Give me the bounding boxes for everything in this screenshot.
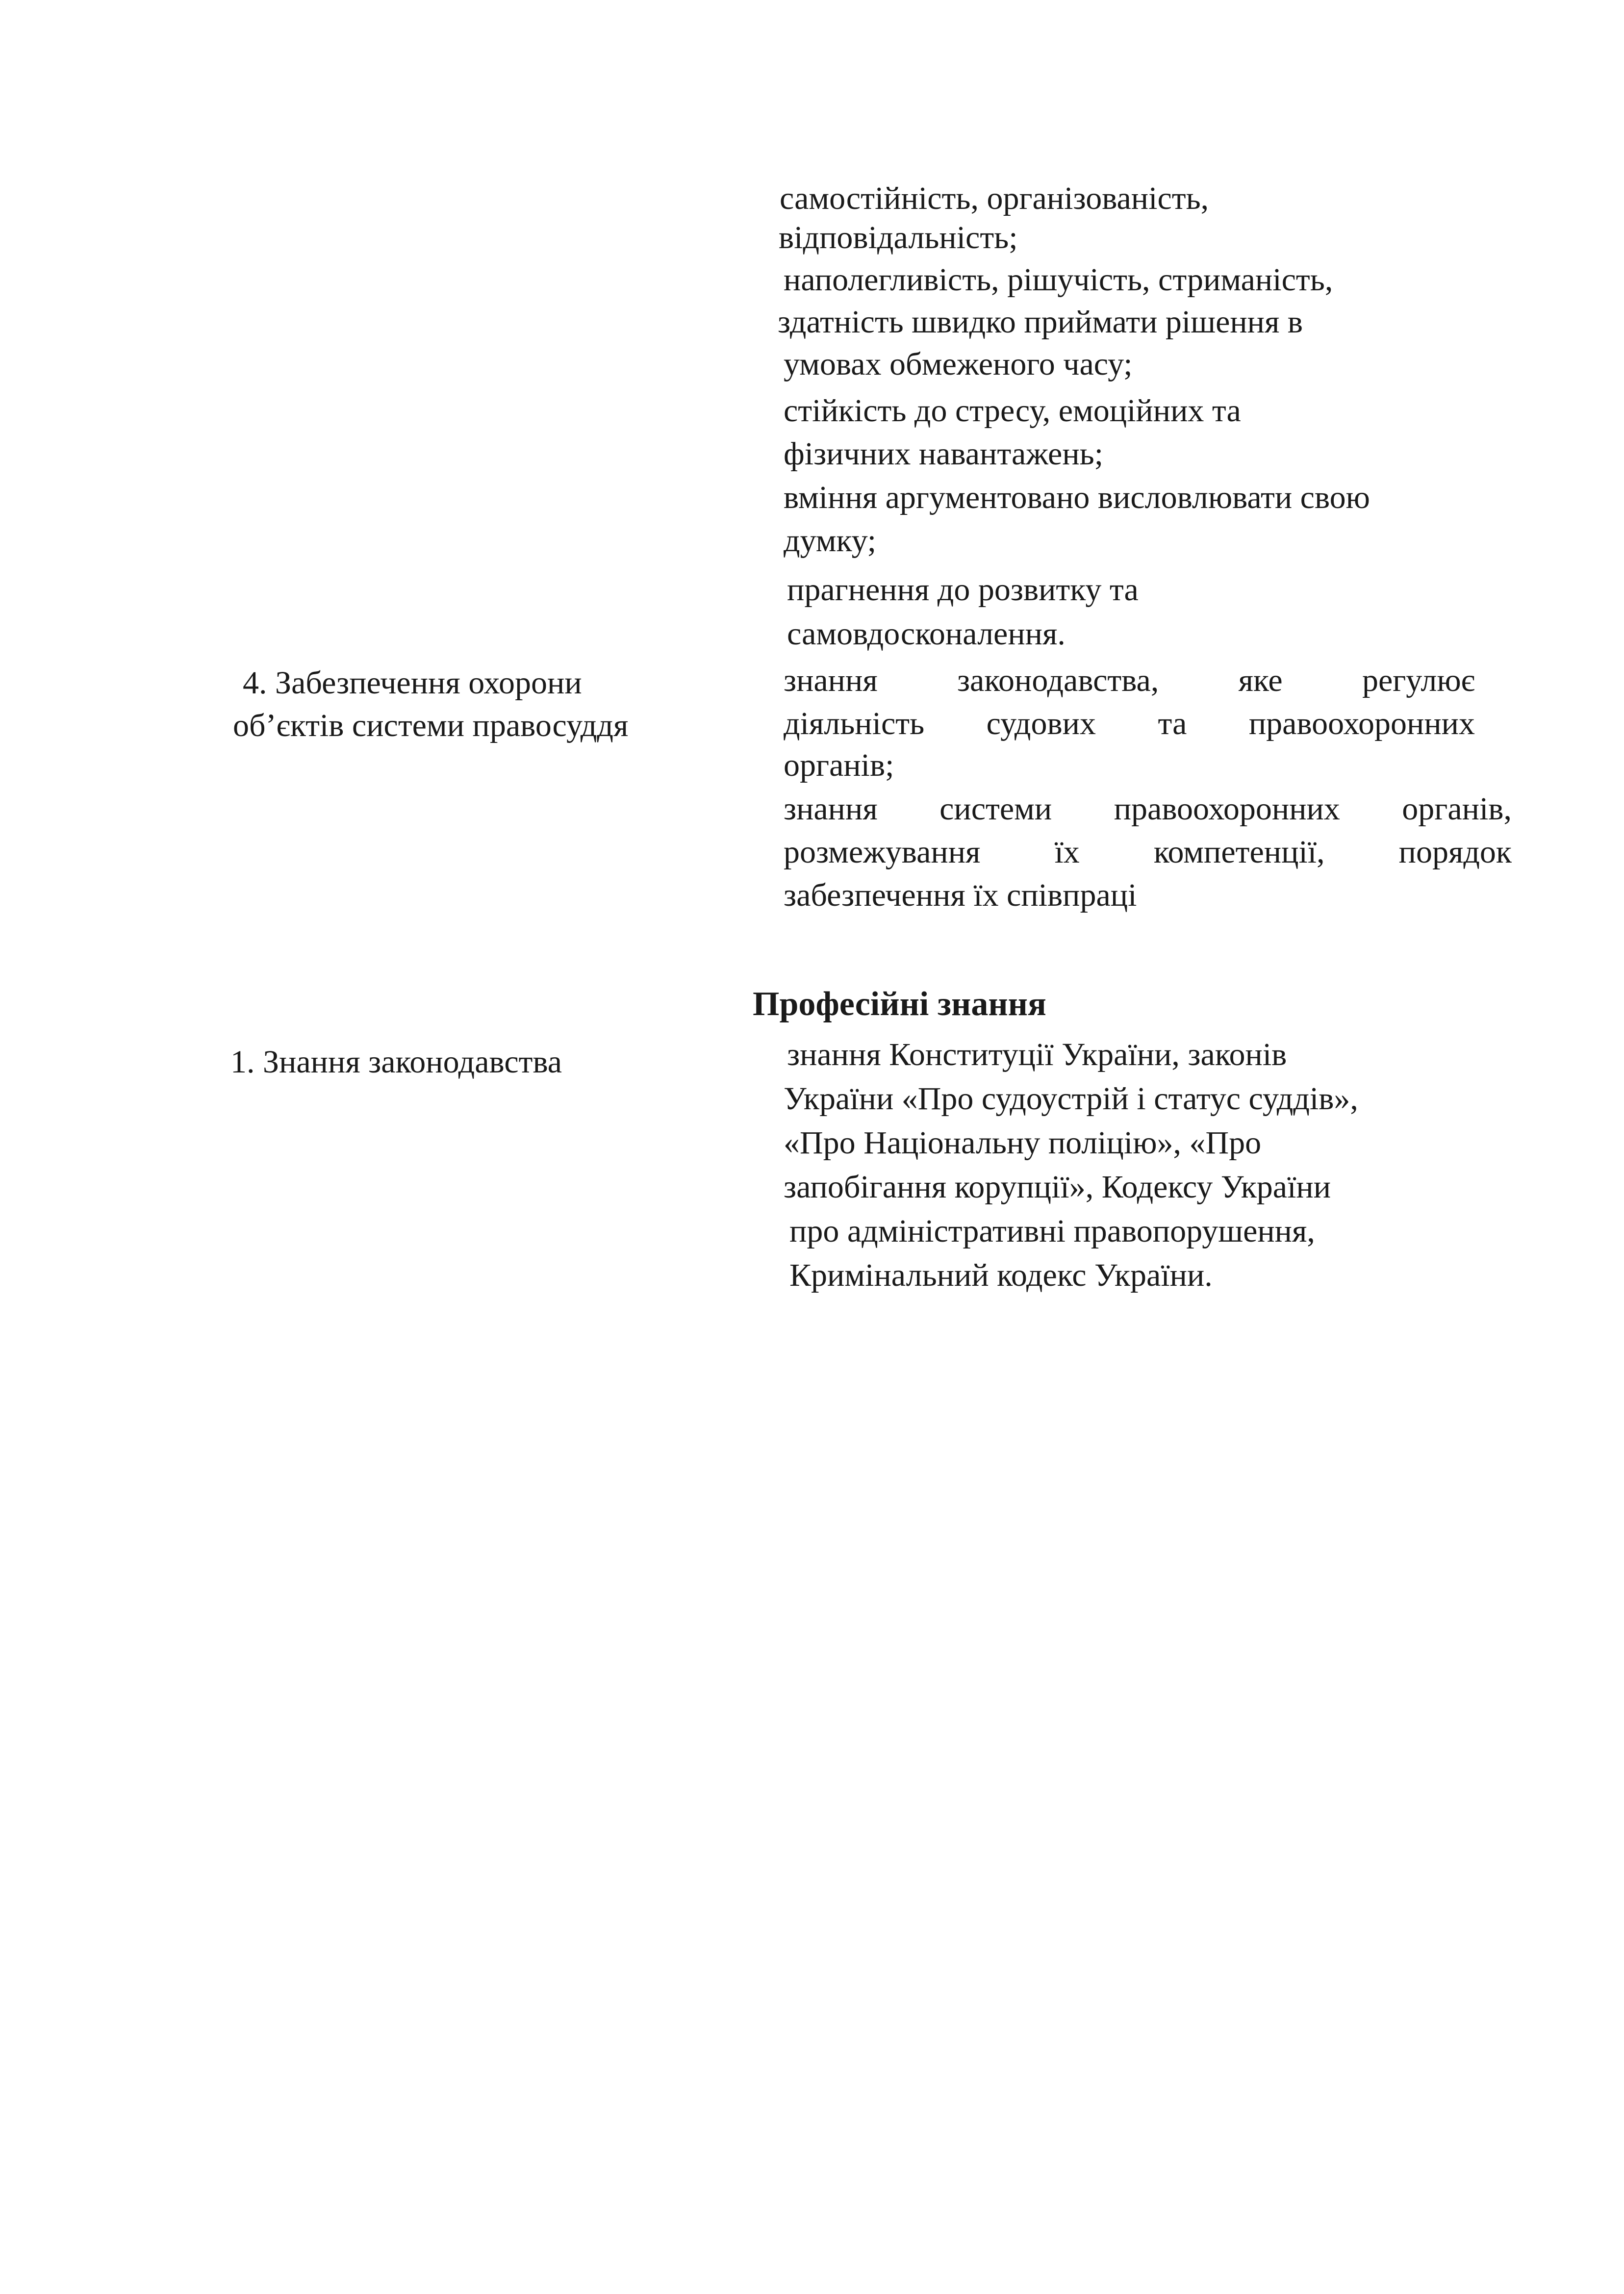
row-4-text-line: знання законодавства, яке регулює <box>784 663 1475 698</box>
row-1-text-line: знання Конституції України, законів <box>787 1037 1287 1072</box>
row-4-text-line: розмежування їх компетенції, порядок <box>784 834 1512 870</box>
qualities-line: стійкість до стресу, емоційних та <box>784 393 1241 429</box>
row-4-label-line: 4. Забезпечення охорони <box>243 665 582 701</box>
qualities-line: наполегливість, рішучість, стриманість, <box>784 262 1333 298</box>
row-1-text-line: Кримінальний кодекс України. <box>789 1257 1213 1293</box>
row-4-text-line: органів; <box>784 747 894 783</box>
row-4-text-line: діяльність судових та правоохоронних <box>784 706 1475 741</box>
qualities-line: прагнення до розвитку та <box>787 572 1139 608</box>
row-1-text-line: запобігання корупції», Кодексу України <box>784 1169 1331 1205</box>
qualities-line: вміння аргументовано висловлювати свою <box>784 480 1370 515</box>
qualities-line: умовах обмеженого часу; <box>784 346 1133 382</box>
row-1-text-line: про адміністративні правопорушення, <box>789 1213 1315 1249</box>
qualities-line: відповідальність; <box>779 220 1018 255</box>
row-1-label: 1. Знання законодавства <box>230 1044 562 1080</box>
row-4-label-line: об’єктів системи правосуддя <box>233 708 629 743</box>
row-4-text-line: забезпечення їх співпраці <box>784 877 1137 913</box>
row-1-text-line: України «Про судоустрій і статус суддів», <box>784 1081 1358 1117</box>
qualities-line: самостійність, організованість, <box>780 180 1209 216</box>
row-1-text-line: «Про Національну поліцію», «Про <box>784 1125 1262 1161</box>
section-heading: Професійні знання <box>753 985 1046 1023</box>
row-4-text-line: знання системи правоохоронних органів, <box>784 791 1512 827</box>
qualities-line: фізичних навантажень; <box>784 436 1104 472</box>
qualities-line: самовдосконалення. <box>787 616 1066 652</box>
qualities-line: здатність швидко приймати рішення в <box>778 304 1303 340</box>
qualities-line: думку; <box>784 523 877 559</box>
